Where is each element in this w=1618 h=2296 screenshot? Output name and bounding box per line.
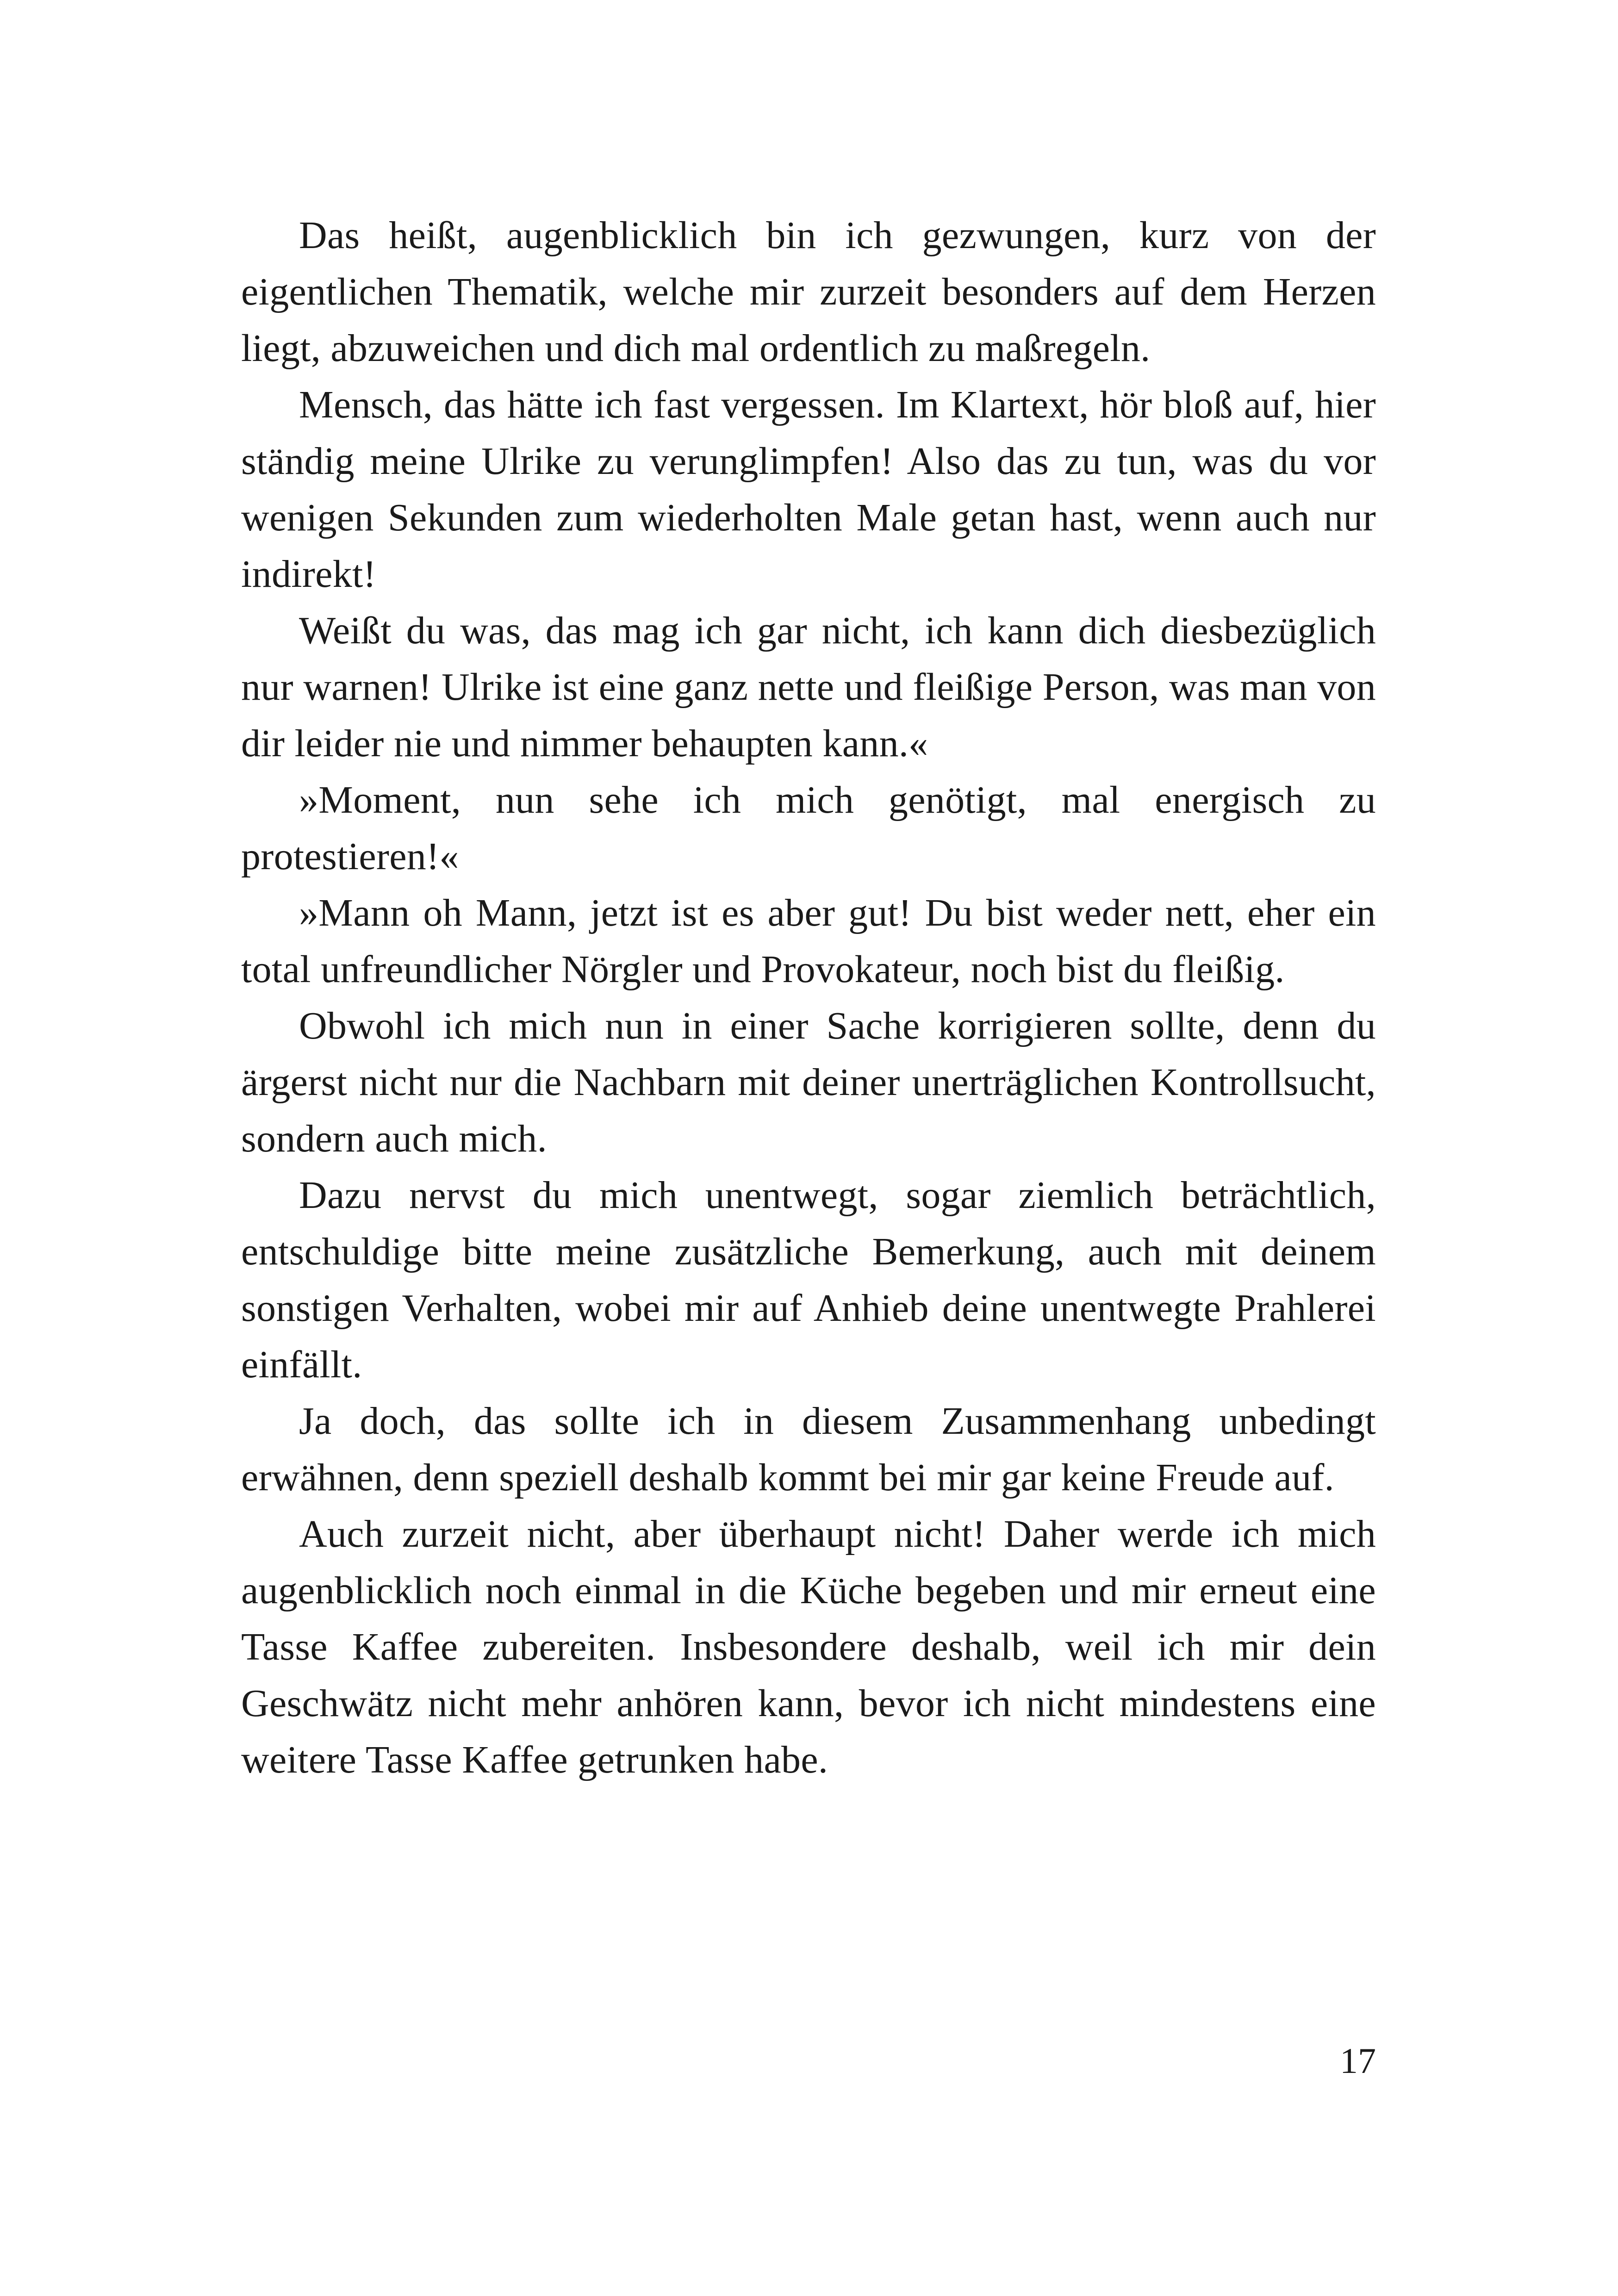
paragraph: »Mann oh Mann, jetzt ist es aber gut! Du bist weder nett, eher ein total unfreundlicher Nörgler und Provokateur, noch bist du fleißig. (241, 891, 1376, 991)
paragraph: »Moment, nun sehe ich mich genötigt, mal energisch zu protestieren!« (241, 778, 1376, 878)
paragraph: Weißt du was, das mag ich gar nicht, ich kann dich diesbezüglich nur warnen! Ulrike ist eine ganz nette und fleißige Person, was man von dir leider nie und nimmer behaupten kann.« (241, 609, 1376, 765)
body-text (241, 207, 1376, 1788)
paragraph: Das heißt, augenblicklich bin ich gezwungen, kurz von der eigentlichen Thematik, welche mir zurzeit besonders auf dem Herzen liegt, abzuweichen und dich mal ordentlich zu maßregeln. (241, 214, 1376, 370)
paragraph: Auch zurzeit nicht, aber überhaupt nicht! Daher werde ich mich augenblicklich noch einmal in die Küche begeben und mir erneut eine Tasse Kaffee zubereiten. Insbesondere deshalb, weil ich mir dein Geschwätz nicht mehr anhören kann, bevor ich nicht mindestens eine weitere Tasse Kaffee getrunken habe. (241, 1512, 1376, 1781)
page-number: 17 (1340, 2041, 1376, 2081)
paragraph: Obwohl ich mich nun in einer Sache korrigieren sollte, denn du ärgerst nicht nur die Nachbarn mit deiner unerträglichen Kontrollsucht, sondern auch mich. (241, 1004, 1376, 1160)
paragraph: Mensch, das hätte ich fast vergessen. Im Klartext, hör bloß auf, hier ständig meine Ulrike zu verunglimpfen! Also das zu tun, was du vor wenigen Sekunden zum wiederholten Male getan hast, wenn auch nur indirekt! (241, 383, 1376, 596)
paragraph: Dazu nervst du mich unentwegt, sogar ziemlich beträchtlich, entschuldige bitte meine zusätzliche Bemerkung, auch mit deinem sonstigen Verhalten, wobei mir auf Anhieb deine unentwegte Prahlerei einfällt. (241, 1174, 1376, 1386)
paragraph: Ja doch, das sollte ich in diesem Zusammenhang unbedingt erwähnen, denn speziell deshalb kommt bei mir gar keine Freude auf. (241, 1400, 1376, 1499)
